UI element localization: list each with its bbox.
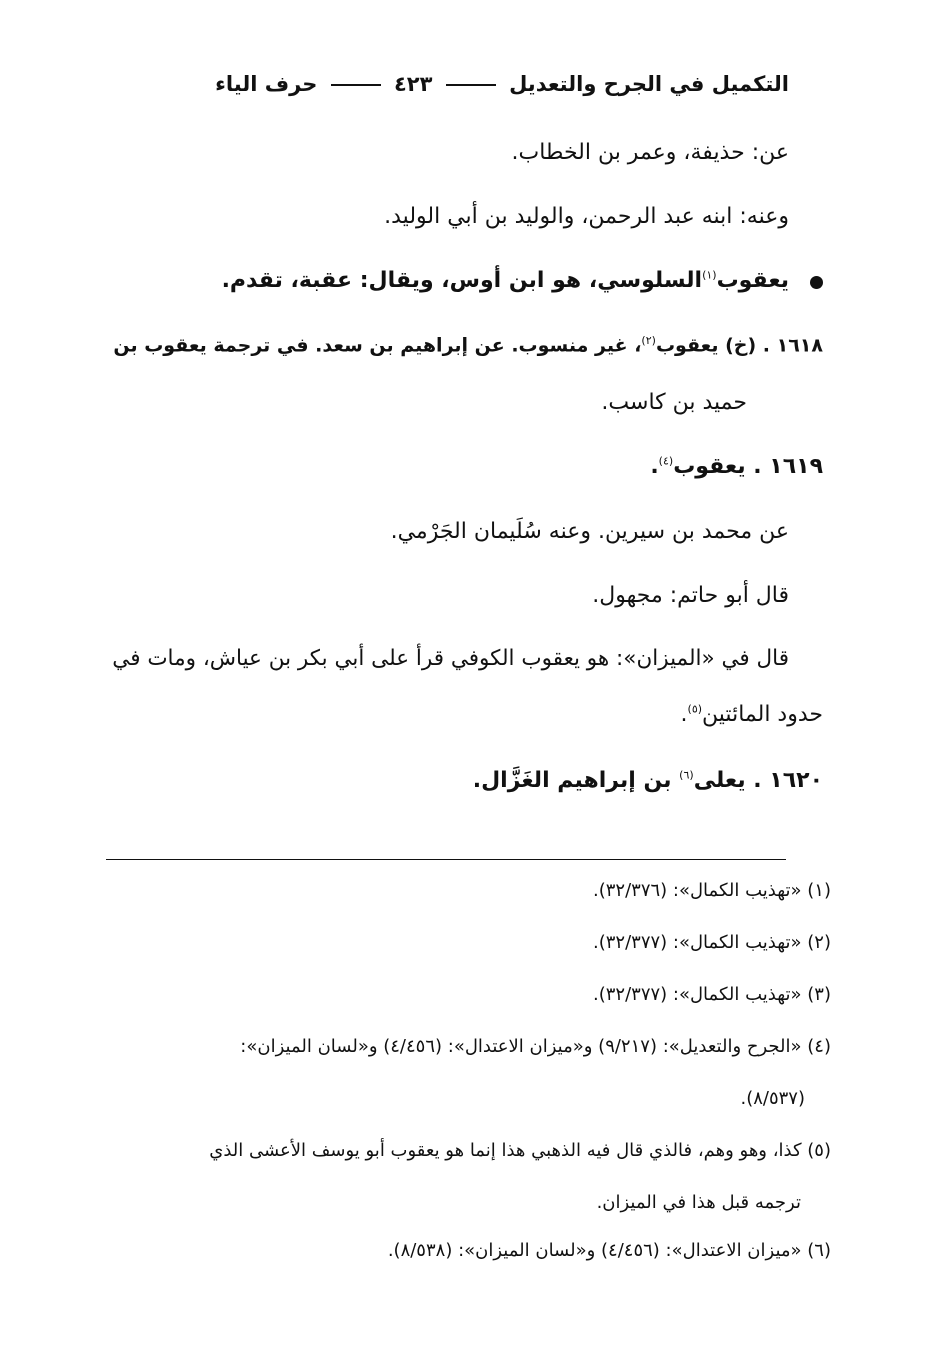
footnote-ref: (٥) [687,702,703,716]
footnote-6: (٦) «ميزان الاعتدال»: (٤/٤٥٦) و«لسان الميزان»: (٨/٥٣٨). [387,1240,831,1261]
entry-yaqub-salusi [222,268,789,293]
entry-number: ١٦١٨ . (خ) يعقوب [655,334,823,357]
footnote-ref: (٦) [679,768,694,782]
footnote-5: (٥) كذا، وهو وهم، فالذي قال فيه الذهبي هذا إنما هو يعقوب أبو يوسف الأعشى الذي [209,1140,831,1161]
entry-number: ١٦١٩ . يعقوب [673,454,823,479]
footnote-divider [106,859,786,860]
footnote-3: (٣) «تهذيب الكمال»: (٣٢/٣٧٧). [593,984,831,1005]
entry-name: السلوسي، [588,268,703,293]
text-line: عن: حذيفة، وعمر بن الخطاب. [511,140,789,165]
entry-text: ، غير منسوب. عن إبراهيم بن سعد. في ترجمة يعقوب بن [113,334,642,357]
text-line: قال في «الميزان»: هو يعقوب الكوفي قرأ على أبي بكر بن عياش، ومات في [112,646,789,671]
footnote-ref: (٤) [658,454,674,468]
text-line: حميد بن كاسب. [601,390,747,415]
text-line [681,702,823,727]
entry-1620 [473,768,823,793]
bullet-icon [810,276,823,289]
footnote-ref: (٢) [641,334,656,347]
running-header [150,72,789,96]
punctuation: . [650,454,659,479]
text-line: عن محمد بن سيرين. وعنه سُلَيمان الجَرْمي. [390,519,789,544]
footnote-2: (٢) «تهذيب الكمال»: (٣٢/٣٧٧). [593,932,831,953]
entry-number: ١٦٢٠ . يعلى [693,768,823,793]
section-title: حرف الياء [215,72,318,96]
footnote-ref: (١) [702,268,717,282]
footnote-4: (٤) «الجرح والتعديل»: (٩/٢١٧) و«ميزان الاعتدال»: (٤/٤٥٦) و«لسان الميزان»: [240,1036,831,1057]
header-dash [446,84,496,86]
entry-text: هو ابن أوس، ويقال: عقبة، تقدم. [221,268,589,293]
book-title: التكميل في الجرح والتعديل [509,72,789,96]
footnote-5-cont: ترجمه قبل هذا في الميزان. [596,1192,801,1213]
footnote-4-cont: (٨/٥٣٧). [740,1088,805,1109]
text-line: قال أبو حاتم: مجهول. [592,583,789,608]
entry-text: بن إبراهيم الغَزَّال. [472,768,680,793]
entry-name: يعقوب [716,268,789,293]
footnote-1: (١) «تهذيب الكمال»: (٣٢/٣٧٦). [593,880,831,901]
header-dash [331,84,381,86]
text-line: وعنه: ابنه عبد الرحمن، والوليد بن أبي الوليد. [384,204,789,229]
entry-1618 [113,334,823,356]
entry-1619 [650,454,823,479]
punctuation: . [680,702,688,727]
page-number: ٤٢٣ [393,72,433,96]
text-span: حدود المائتين [702,702,823,727]
